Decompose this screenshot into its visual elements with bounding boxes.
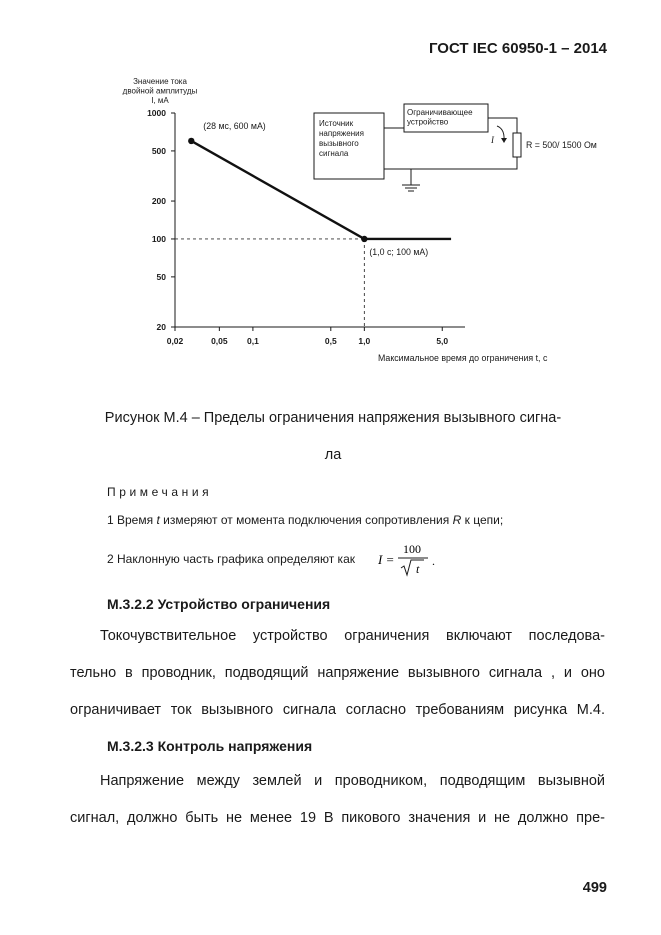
section-m3-2-2-text <box>70 618 605 729</box>
point-label-start: (28 мс, 600 мА) <box>203 120 266 131</box>
document-header: ГОСТ IEC 60950-1 – 2014 <box>428 40 607 57</box>
x-tick-label: 1,0 <box>358 336 371 346</box>
section-m3-2-3-text <box>70 763 605 837</box>
paragraph-line: Напряжение между землей и проводником, подводящим вызывной <box>100 773 605 789</box>
x-tick-label: 0,05 <box>211 336 228 346</box>
y-axis-label-line: Значение тока <box>133 77 187 86</box>
data-point <box>188 138 194 144</box>
y-tick-label: 200 <box>151 196 166 207</box>
y-axis-label-line: двойной амплитуды <box>122 86 198 96</box>
sqrt-sign <box>401 560 424 575</box>
x-axis-label: Максимальное время до ограничения t, с <box>378 353 548 363</box>
current-arrow-head <box>501 138 507 143</box>
paragraph-line: тельно в проводник, подводящий напряжение вызывного сигнала , и оно <box>70 665 605 681</box>
paragraph-line: ограничивает ток вызывного сигнала согласно требованиям рисунка М.4. <box>70 702 605 718</box>
note-2: 2 Наклонную часть графика определяют как <box>107 552 355 566</box>
voltage-source-label-line: сигнала <box>319 149 349 158</box>
x-tick-label: 0,5 <box>324 336 337 346</box>
note-1 <box>107 513 503 527</box>
voltage-source-label-line: Источник <box>319 119 354 128</box>
voltage-source-label-line: напряжения <box>319 129 364 138</box>
section-title-m3-2-2: М.3.2.2 Устройство ограничения <box>107 596 331 612</box>
figure-caption-continued: ла <box>324 447 342 463</box>
x-tick-label: 0,02 <box>166 336 184 346</box>
formula-lhs: I = <box>378 552 395 567</box>
x-tick-label: 5,0 <box>436 336 449 346</box>
wire-return <box>384 157 517 169</box>
paragraph-line: сигнал, должно быть не менее 19 В пикового значения и не должно пре- <box>70 810 605 826</box>
section-title-m3-2-3: М.3.2.3 Контроль напряжения <box>107 738 313 754</box>
y-tick-label: 1000 <box>147 108 166 118</box>
formula-denominator: t <box>416 562 420 576</box>
paragraph-line: Токочувствительное устройство ограничения включают последова- <box>100 628 605 644</box>
current-symbol: I <box>491 135 494 145</box>
point-label-knee: (1,0 с; 100 мА) <box>369 246 429 257</box>
y-tick-label: 100 <box>151 233 166 244</box>
figure-caption: Рисунок М.4 – Пределы ограничения напряжения вызывного сигна- <box>104 410 562 426</box>
y-tick-label: 50 <box>156 271 166 282</box>
notes-heading: Примечания <box>107 485 213 499</box>
page-number: 499 <box>582 880 607 896</box>
limiting-device-label-line: Ограничивающее <box>407 108 473 117</box>
voltage-source-label-line: вызывного <box>319 139 359 148</box>
y-tick-label: 20 <box>156 322 166 332</box>
limiting-device-label-line: устройство <box>407 117 449 127</box>
formula-period: . <box>432 554 435 568</box>
y-tick-label: 500 <box>151 145 166 156</box>
formula-numerator: 100 <box>403 542 421 556</box>
note-1-text: 1 Время t измеряют от момента подключения сопротивления R к цепи; <box>107 513 504 527</box>
limit-chart-figure <box>0 0 661 400</box>
resistor <box>513 133 521 157</box>
y-axis-label-line: I, мА <box>151 96 169 105</box>
resistor-label: R = 500/ 1500 Ом <box>526 140 597 150</box>
slope-formula <box>374 540 444 580</box>
x-tick-label: 0,1 <box>246 336 259 346</box>
data-point <box>361 236 367 242</box>
